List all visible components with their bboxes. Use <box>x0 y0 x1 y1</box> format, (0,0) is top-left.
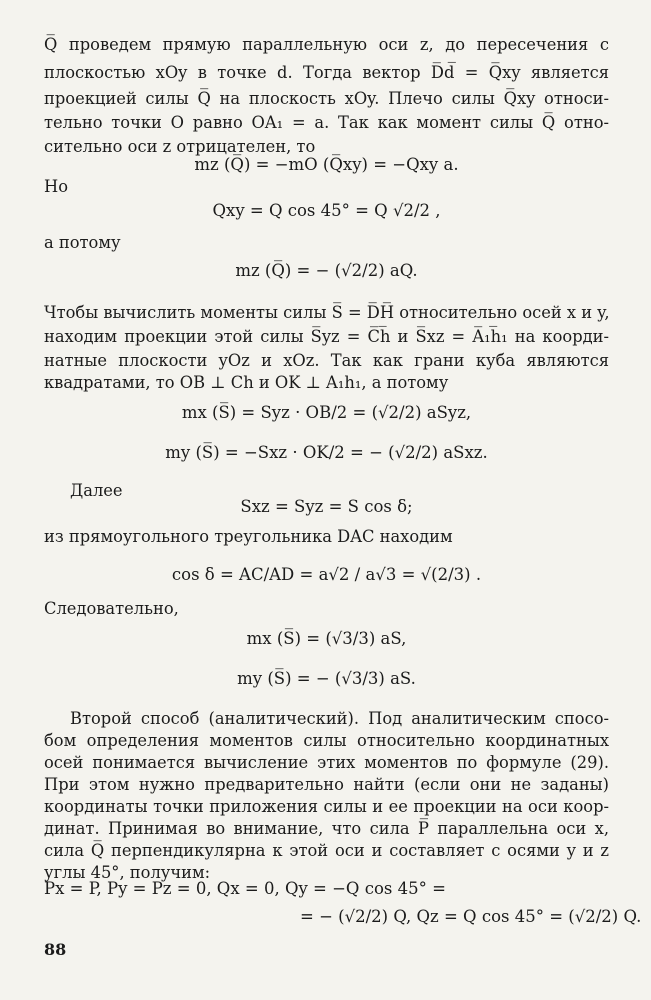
text-line: Чтобы вычислить моменты силы S̅ = D̅H̅ относительно осей x и y, <box>44 303 610 322</box>
equation: mx (S̅) = (√3/3) aS, <box>246 629 407 648</box>
text-line: координаты точки приложения силы и ее проекции на оси коор- <box>44 797 609 816</box>
equation: mz (Q̅) = −mO (Q̅xy) = −Qxy a. <box>194 155 459 174</box>
text-line: тельно точки O равно OA₁ = a. Так как момент силы Q̅ отно- <box>44 113 609 132</box>
equation: my (S̅) = − (√3/3) aS. <box>237 669 416 688</box>
text-line: При этом нужно предварительно найти (если они не заданы) <box>44 775 609 794</box>
text-line: плоскостью xOy в точке d. Тогда вектор D̅d̅ = Q̅xy является <box>44 63 609 82</box>
text-line: сила Q̅ перпендикулярна к этой оси и составляет с осями y и z <box>44 841 609 860</box>
equation: my (S̅) = −Sxz · OK/2 = − (√2/2) aSxz. <box>165 443 488 462</box>
text-line: Второй способ (аналитический). Под аналитическим спосо- <box>70 709 609 728</box>
text-line: сительно оси z отрицателен, то <box>44 137 316 156</box>
text-line: Но <box>44 177 69 196</box>
text-line: углы 45°, получим: <box>44 863 211 882</box>
text-line: Далее <box>70 481 123 500</box>
text-line: осей понимается вычисление этих моментов по формуле (29). <box>44 753 609 772</box>
text-line: проекцией силы Q̅ на плоскость xOy. Плечо силы Q̅xy относи- <box>44 89 609 108</box>
text-line: Следовательно, <box>44 599 179 618</box>
equation: mx (S̅) = Syz · OB/2 = (√2/2) aSyz, <box>181 403 472 422</box>
equation: mz (Q̅) = − (√2/2) aQ. <box>235 261 418 280</box>
text-line: бом определения моментов силы относительно координатных <box>44 731 609 750</box>
text-line: квадратами, то OB ⊥ Ch и OK ⊥ A₁h₁, а потому <box>44 373 449 392</box>
equation: = − (√2/2) Q, Qz = Q cos 45° = (√2/2) Q. <box>300 907 642 926</box>
equation: Px = P, Py = Pz = 0, Qx = 0, Qy = −Q cos 45° = <box>44 879 446 898</box>
text-line: а потому <box>44 233 121 252</box>
equation: Sxz = Syz = S cos δ; <box>240 497 413 516</box>
equation: cos δ = AC/AD = a√2 / a√3 = √(2/3) . <box>171 565 482 584</box>
text-line: находим проекции этой силы S̅yz = C̅h̅ и S̅xz = A̅₁h̅₁ на коорди- <box>44 327 609 346</box>
text-line: динат. Принимая во внимание, что сила P̅ параллельна оси x, <box>44 819 609 838</box>
page-number: 88 <box>44 940 67 959</box>
text-line: из прямоугольного треугольника DAC находим <box>44 527 453 546</box>
text-line: натные плоскости yOz и xOz. Так как грани куба являются <box>44 351 609 370</box>
text-line: Q̅ проведем прямую параллельную оси z, до пересечения с <box>44 35 609 54</box>
equation: Qxy = Q cos 45° = Q √2/2 , <box>212 201 441 220</box>
